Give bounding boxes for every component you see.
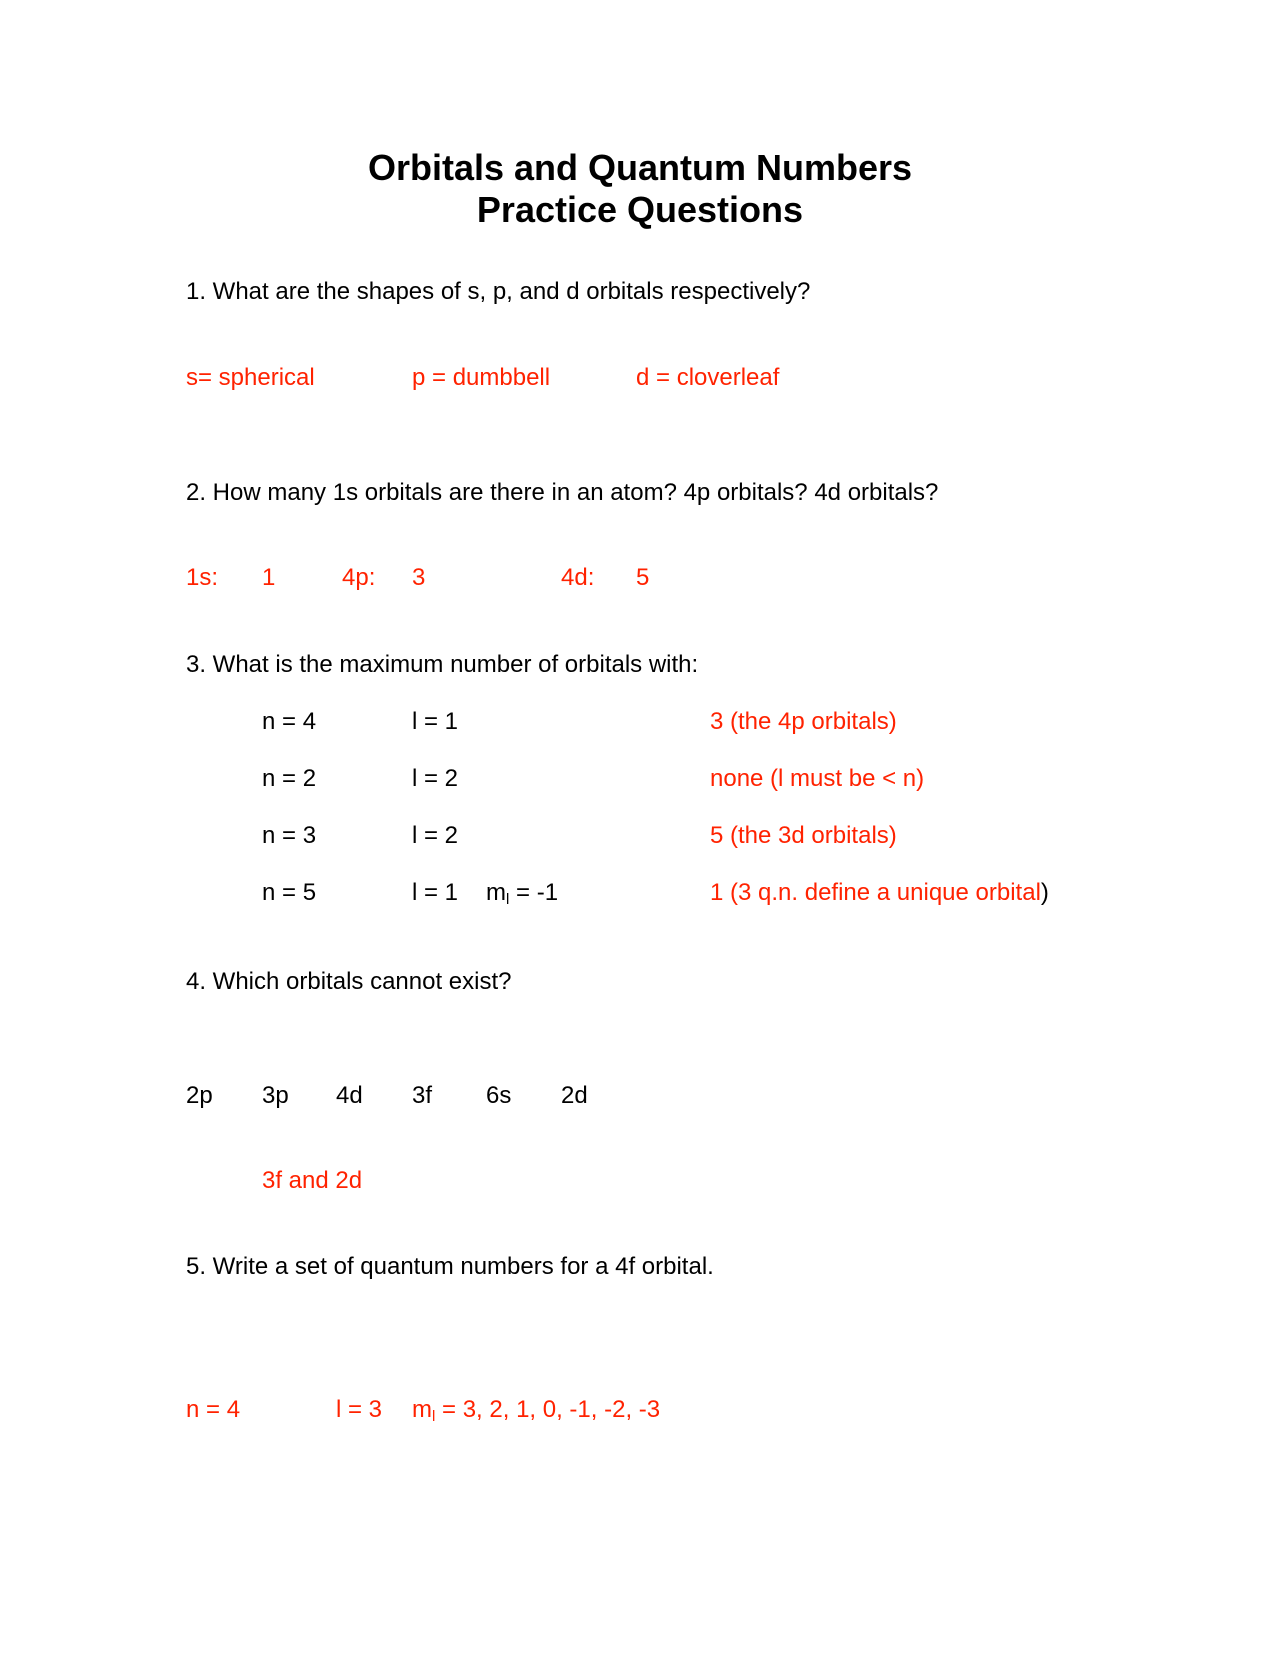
q4-option-6s: 6s (486, 1082, 512, 1109)
answer-1-p: p = dumbbell (412, 364, 551, 391)
answer-5-n: n = 4 (186, 1396, 241, 1423)
q4-option-2p: 2p (186, 1082, 213, 1109)
q3-row-1-answer: 3 (the 4p orbitals) (710, 708, 897, 735)
ml-symbol: m (486, 879, 506, 906)
question-2: 2. How many 1s orbitals are there in an atom? 4p orbitals? 4d orbitals? (186, 479, 939, 506)
q3-row-4-l: l = 1 (412, 879, 459, 906)
q4-option-3f: 3f (412, 1082, 433, 1109)
answer-2-1s-label: 1s: (186, 564, 219, 591)
q3-row-4-answer-text: 1 (3 q.n. define a unique orbital (710, 879, 1041, 906)
ml-values: = 3, 2, 1, 0, -1, -2, -3 (442, 1396, 661, 1423)
answer-2-4p-value: 3 (412, 564, 426, 591)
q4-option-2d: 2d (561, 1082, 588, 1109)
answer-1-d: d = cloverleaf (636, 364, 780, 391)
answer-1-s: s= spherical (186, 364, 315, 391)
q4-option-4d: 4d (336, 1082, 363, 1109)
q3-row-4-n: n = 5 (262, 879, 317, 906)
ml-subscript: l (506, 891, 510, 908)
q3-row-2-l: l = 2 (412, 765, 459, 792)
q3-row-4-ml (486, 879, 558, 907)
ml-subscript: l (432, 1408, 436, 1425)
q4-option-3p: 3p (262, 1082, 289, 1109)
answer-2-1s-value: 1 (262, 564, 276, 591)
ml-value: = -1 (516, 879, 559, 906)
page-subtitle: Practice Questions (476, 189, 804, 230)
answer-5-ml (412, 1396, 660, 1424)
q3-row-4-answer (710, 879, 1049, 907)
answer-2-4d-value: 5 (636, 564, 650, 591)
question-4: 4. Which orbitals cannot exist? (186, 968, 512, 995)
page-title: Orbitals and Quantum Numbers (367, 147, 913, 188)
answer-5-l: l = 3 (336, 1396, 383, 1423)
q3-row-1-l: l = 1 (412, 708, 459, 735)
answer-2-4d-label: 4d: (561, 564, 595, 591)
question-5: 5. Write a set of quantum numbers for a 4f orbital. (186, 1253, 714, 1280)
question-1: 1. What are the shapes of s, p, and d orbitals respectively? (186, 278, 811, 305)
q3-row-3-answer: 5 (the 3d orbitals) (710, 822, 897, 849)
q3-row-2-answer: none (l must be < n) (710, 765, 925, 792)
q3-row-4-answer-tail: ) (1040, 879, 1049, 906)
q3-row-3-l: l = 2 (412, 822, 459, 849)
ml-symbol: m (412, 1396, 432, 1423)
q3-row-3-n: n = 3 (262, 822, 317, 849)
answer-4: 3f and 2d (262, 1167, 363, 1194)
answer-2-4p-label: 4p: (342, 564, 376, 591)
q3-row-1-n: n = 4 (262, 708, 317, 735)
question-3: 3. What is the maximum number of orbitals with: (186, 651, 699, 678)
q3-row-2-n: n = 2 (262, 765, 317, 792)
